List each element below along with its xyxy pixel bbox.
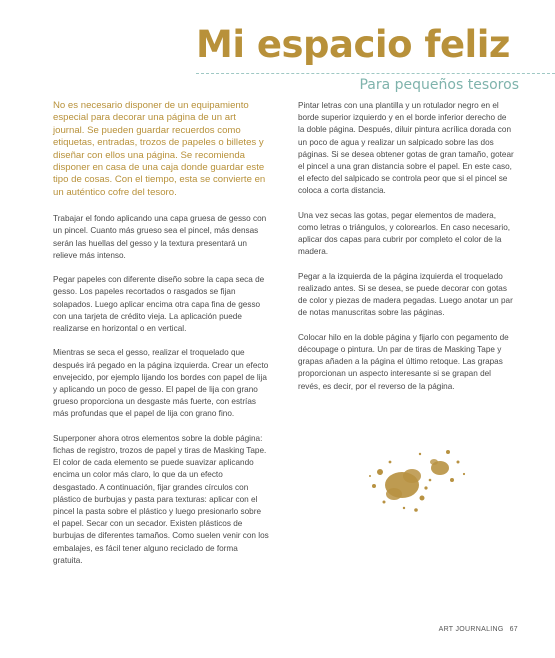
page-footer <box>439 626 518 633</box>
page-title: Mi espacio feliz <box>196 23 510 66</box>
body-paragraph: Pegar papeles con diferente diseño sobre la capa seca de gesso. Los papeles recortados o rasgados se fijan solapados. Luego aplicar encima otra capa fina de gesso con una tarjeta de crédito vieja. La aplicación puede realizarse en horizontal o en vertical. <box>53 275 265 334</box>
page-subtitle: Para pequeños tesoros <box>359 77 519 93</box>
intro-paragraph: No es necesario disponer de un equipamiento especial para decorar una página de un art journal. Se pueden guardar recuerdos como etiquetas, entradas, trozos de papeles o billetes y diseñar con ellos una página. Se recomienda disponer en casa de una caja donde guardar este tipo de cosas. Con el tiempo, esta se convierte en un auténtico cofre del tesoro. <box>53 100 266 198</box>
body-paragraph: Trabajar el fondo aplicando una capa gruesa de gesso con un pincel. Cuanto más grueso sea el pincel, más densas serán las huellas del gesso y la textura presentará un relieve más intenso. <box>53 214 267 260</box>
left-text-column <box>53 100 269 579</box>
title-dashed-rule <box>196 73 555 74</box>
body-paragraph: Superponer ahora otros elementos sobre la doble página: fichas de registro, trozos de papel y tiras de Masking Tape. El color de cada elemento se puede suavizar aplicando encima un color más claro, lo que da un efecto desgastado. A continuación, fijar grandes círculos con plástico de burbujas y pasta para texturas: aplicar con el pincel la pasta sobre el plástico y luego presionarlo sobre el papel. Secar con un secador. Existen plásticos de burbujas de diferentes tamaños. Como suelen venir con los embalajes, es fácil tener alguno reciclado de forma gratuita. <box>53 433 269 565</box>
gold-paint-splatter-icon <box>360 440 480 530</box>
body-paragraph: Pintar letras con una plantilla y un rotulador negro en el borde superior izquierdo y en el borde inferior derecho de la doble página. Después, diluir pintura acrílica dorada con un poco de agua y realizar un salpicado sobre las dos páginas. Si se desea obtener gotas de gran tamaño, gotear el pincel a una gran distancia sobre el papel. En este caso, el efecto del salpicado se controla peor que si el pincel se coloca a corta distancia. <box>298 101 514 196</box>
page-number: 67 <box>509 626 518 633</box>
body-paragraph: Colocar hilo en la doble página y fijarlo con pegamento de découpage o pintura. Un par de tiras de Masking Tape y grapas añaden a la página el último retoque. Las grapas proporcionan un aspecto interesante si se grapan del revés, es decir, por el reverso de la página. <box>298 332 509 391</box>
right-text-column <box>298 100 514 405</box>
body-paragraph: Mientras se seca el gesso, realizar el troquelado que después irá pegado en la página izquierda. Crear un efecto envejecido, por ejemplo lijando los bordes con papel de lija y aplicando un poco de gesso. El papel de lija con grano grueso proporciona un desgaste más fuerte, con estrías más profundas que el papel de lija con grano fino. <box>53 348 269 419</box>
footer-section-label: ART JOURNALING <box>438 626 504 633</box>
body-paragraph: Pegar a la izquierda de la página izquierda el troquelado realizado antes. Si se desea, se puede decorar con gotas de color y piezas de madera pegadas. Luego anotar un par de notas manuscritas sobre las páginas. <box>298 271 513 318</box>
body-paragraph: Una vez secas las gotas, pegar elementos de madera, como letras o triángulos, y colorearlos. En caso necesario, aplicar dos capas para cubrir por completo el color de la madera. <box>298 210 511 257</box>
